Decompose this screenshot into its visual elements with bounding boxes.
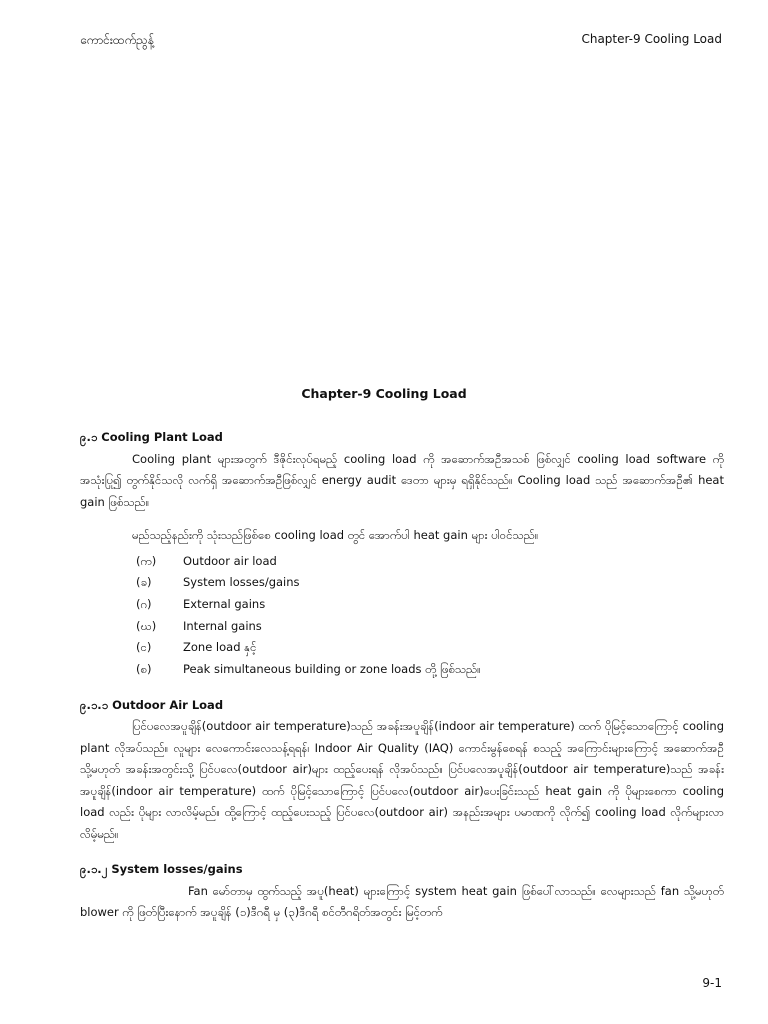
list-marker: (ခ) <box>136 575 152 590</box>
list-item <box>80 659 724 681</box>
list-item <box>80 616 724 638</box>
list-item-text: System losses/gains <box>183 575 300 590</box>
list-item-text: Internal gains <box>183 618 262 633</box>
list-item <box>80 551 724 573</box>
list-marker: (င) <box>136 640 152 655</box>
list-marker: (ဃ) <box>136 618 157 633</box>
section-9-1-2-paragraph: Fan မော်တာမှ ထွက်သည့် အပူ(heat) များကြောင့် system heat gain ဖြစ်ပေါ်လာသည်။ လေများသည် fan သို့မဟုတ် blower ကို ဖြတ်ပြီးနောက် အပူချိန် (၁)ဒီဂရီ မှ (၃)ဒီဂရီ စင်တီဂရိတ်အတွင်း မြင့်တက် <box>80 883 724 920</box>
list-marker: (စ) <box>136 662 152 677</box>
section-9-1-1-paragraph: ပြင်ပလေအပူချိန်(outdoor air temperature)သည် အခန်းအပူချိန်(indoor air temperature) ထက် ပိုမြင့်သောကြောင့် cooling plant လိုအပ်သည်။ လူများ လေကောင်းလေသန့်ရရန်၊ Indoor Air Quality (IAQ) ကောင်းမွန်စေရန် စသည့် အကြောင်းများကြောင့် အဆောက်အဦ သို့မဟုတ် အခန်းအတွင်းသို့ ပြင်ပလေ(outdoor air)များ ထည့်ပေးရန် လိုအပ်သည်။ ပြင်ပလေအပူချိန်(outdoor air temperature)သည် အခန်းအပူချိန်(indoor air temperature) ထက် ပိုမြင့်သောကြောင့် ပြင်ပလေ(outdoor air)ပေးခြင်းသည် heat gain ကို ပိုများစေကာ cooling load လည်း ပိုများ လာလိမ့်မည်။ ထို့ကြောင့် ထည့်ပေးသည့် ပြင်ပလေ(outdoor air) အနည်းအများ ပမာဏကို လိုက်၍ cooling load လိုက်များလာလိမ့်မည်။ <box>80 719 724 841</box>
list-item-text: Peak simultaneous building or zone loads တို့ ဖြစ်သည်။ <box>183 662 481 677</box>
section-9-1-paragraph-2: မည်သည့်နည်းကို သုံးသည်ဖြစ်စေ cooling load တွင် အောက်ပါ heat gain များ ပါဝင်သည်။ <box>132 528 539 542</box>
list-item-text: Outdoor air load <box>183 553 277 568</box>
list-item <box>80 594 724 616</box>
list-item <box>80 637 724 659</box>
page-number: 9-1 <box>702 976 722 990</box>
section-9-1-paragraph-1: Cooling plant များအတွက် ဒီဇိုင်းလုပ်ရမည့် cooling load ကို အဆောက်အဦအသစ် ဖြစ်လျှင် cooling load software ကို အသုံးပြု၍ တွက်နိုင်သလို လက်ရှိ အဆောက်အဦဖြစ်လျှင် energy audit ဒေတာ များမှ ရရှိနိုင်သည်။ Cooling load သည် အဆောက်အဦ၏ heat gain ဖြစ်သည်။ <box>80 451 724 509</box>
section-heading-9-1: ၉.၁ Cooling Plant Load <box>80 430 223 444</box>
list-marker: (က) <box>136 553 157 568</box>
running-header-author: ကောင်းထက်ညွန့် <box>80 33 155 47</box>
heat-gain-list <box>80 551 724 681</box>
section-heading-9-1-1: ၉.၁.၁ Outdoor Air Load <box>80 697 224 712</box>
chapter-title: Chapter-9 Cooling Load <box>301 386 467 401</box>
running-header-chapter: Chapter-9 Cooling Load <box>581 32 722 46</box>
list-item <box>80 572 724 594</box>
section-heading-9-1-2: ၉.၁.၂ System losses/gains <box>80 862 243 877</box>
main-content <box>80 427 724 924</box>
list-marker: (ဂ) <box>136 596 152 611</box>
list-item-text: Zone load နှင့် <box>183 640 257 655</box>
list-item-text: External gains <box>183 596 266 611</box>
